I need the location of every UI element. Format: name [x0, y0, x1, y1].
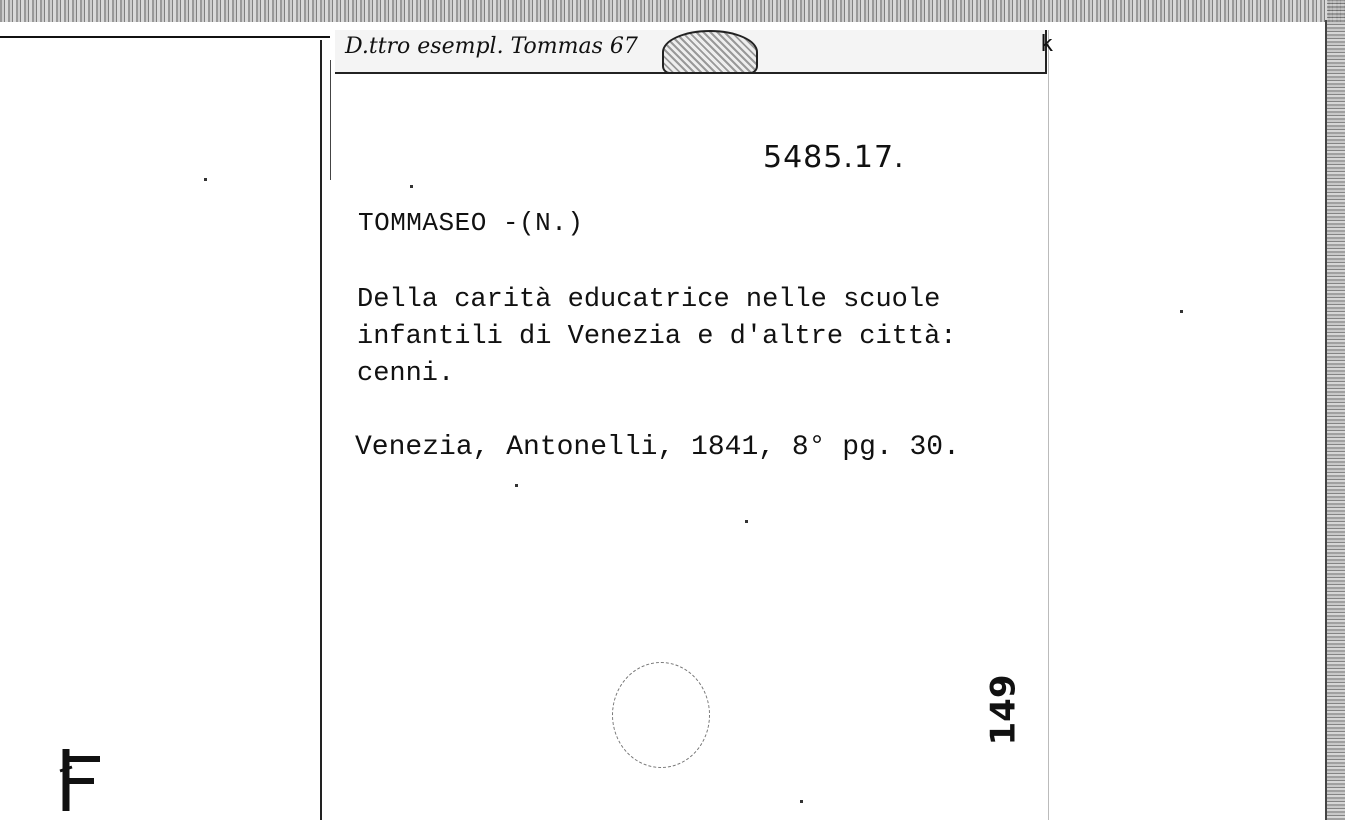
- call-number: 5485.17.: [763, 140, 905, 175]
- imprint-line: Venezia, Antonelli, 1841, 8° pg. 30.: [355, 432, 960, 463]
- stub-mark: k: [1040, 32, 1054, 57]
- stub-handwritten-note: D.ttro esempl. Tommas 67: [345, 34, 638, 59]
- scan-speck: [515, 484, 518, 487]
- card-left-edge: [320, 40, 322, 820]
- card-right-edge: [1048, 30, 1049, 820]
- punch-hole: [612, 662, 710, 768]
- ink-blot: [662, 30, 758, 74]
- scan-speck: [745, 520, 748, 523]
- scan-speck: [204, 178, 207, 181]
- scan-speck: [800, 800, 803, 803]
- scan-noise-top: [0, 0, 1345, 22]
- title-block: [357, 282, 1047, 393]
- scan-speck: [1180, 310, 1183, 313]
- scan-speck: [410, 185, 413, 188]
- scan-noise-right: [1327, 0, 1345, 820]
- title-line-1: Della carità educatrice nelle scuole: [357, 285, 941, 315]
- title-line-3: cenni.: [357, 359, 455, 389]
- card-left-fold: [330, 60, 331, 180]
- author-heading: TOMMASEO -(N.): [358, 208, 584, 238]
- scan-edge-line: [1325, 20, 1327, 820]
- handwritten-f-mark-icon: [58, 745, 108, 815]
- title-line-2: infantili di Venezia e d'altre città:: [357, 322, 957, 352]
- sequence-number: 149: [983, 674, 1024, 746]
- adjacent-card-edge: [0, 36, 330, 50]
